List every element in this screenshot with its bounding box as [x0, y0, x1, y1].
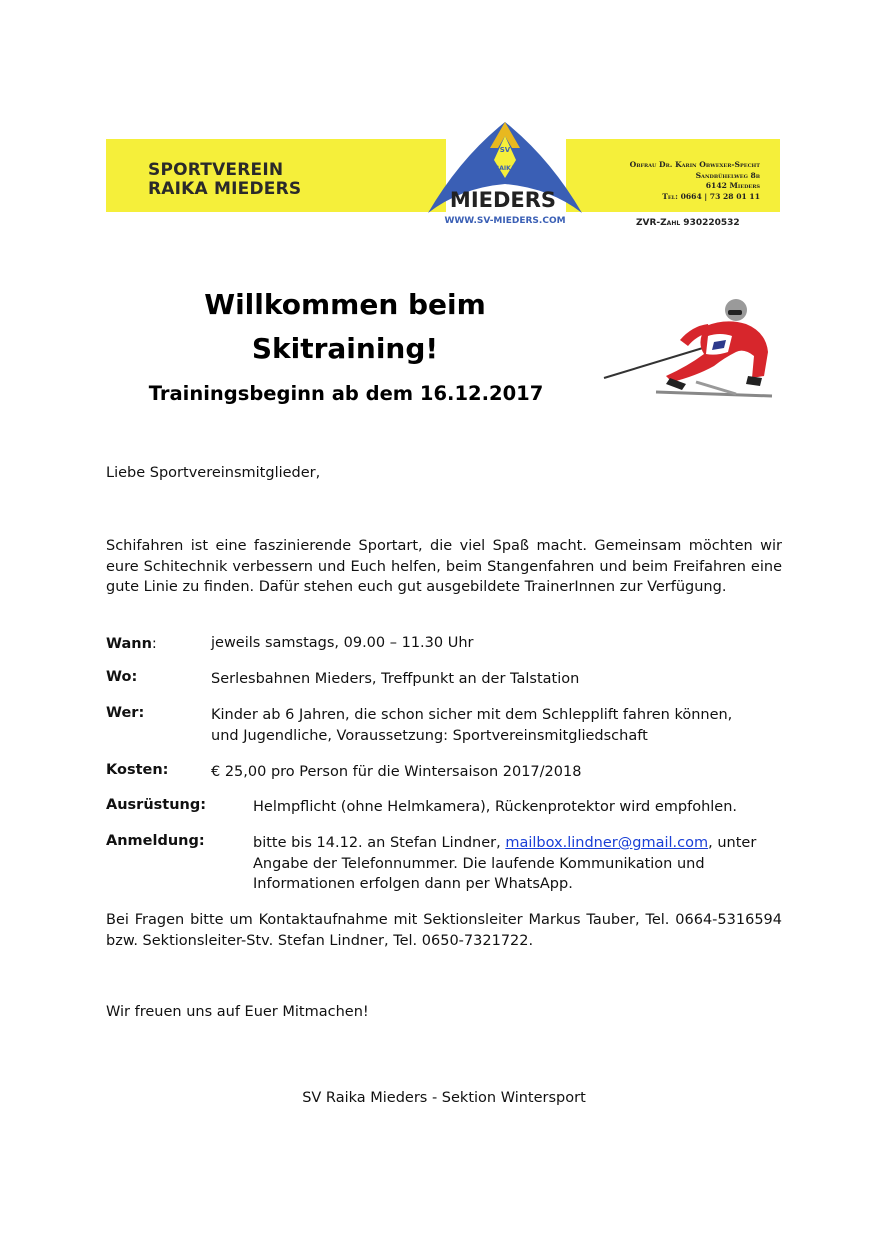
greeting: Liebe Sportvereinsmitglieder, [106, 465, 321, 481]
anmeldung-line: Angabe der Telefonnummer. Die laufende Kommunikation und [253, 855, 705, 872]
logo-name: MIEDERS [449, 188, 557, 212]
website-link[interactable]: WWW.SV-MIEDERS.COM [444, 216, 566, 226]
logo-raika-text: RAIKA [494, 165, 516, 172]
skier-image [596, 296, 776, 400]
contact-block [590, 160, 760, 202]
contact-line: Obfrau Dr. Karin Obwexer-Specht [629, 160, 760, 169]
wer-label: Wer: [106, 705, 145, 721]
questions-paragraph: Bei Fragen bitte um Kontaktaufnahme mit Sektionsleiter Markus Tauber, Tel. 0664-5316594 bzw. Sektionsleiter-Stv. Stefan Lindner, Tel. 0650-7321722. [106, 912, 782, 949]
ausruestung-value: Helmpflicht (ohne Helmkamera), Rückenprotektor wird empfohlen. [253, 799, 738, 815]
anmeldung-line: Informationen erfolgen dann per WhatsApp. [253, 876, 573, 892]
intro-paragraph: Schifahren ist eine faszinierende Sportart, die viel Spaß macht. Gemeinsam möchten wir eure Schitechnik verbessern und Euch helfen, beim Stangenfahren und beim Freifahren eine gute Linie zu finden. Dafür stehen euch gut ausgebildete TrainerInnen zur Verfügung. [106, 538, 782, 595]
wer-value-line: Kinder ab 6 Jahren, die schon sicher mit dem Schlepplift fahren können, [211, 707, 733, 723]
contact-line: Tel: 0664 | 73 28 01 11 [662, 191, 760, 201]
title-line1: Willkommen beim [204, 288, 486, 321]
club-name [148, 161, 301, 199]
wo-value: Serlesbahnen Mieders, Treffpunkt an der Talstation [211, 671, 580, 687]
footer-text: SV Raika Mieders - Sektion Wintersport [302, 1090, 586, 1106]
anmeldung-pre: bitte bis 14.12. an Stefan Lindner, [253, 835, 506, 851]
zvr-number: ZVR-Zahl 930220532 [636, 218, 740, 228]
logo-sv-text: SV [499, 146, 511, 154]
club-name-line2: RAIKA MIEDERS [148, 179, 302, 199]
subtitle: Trainingsbeginn ab dem 16.12.2017 [148, 382, 544, 405]
club-name-line1: SPORTVEREIN [148, 160, 284, 180]
wer-value-line: und Jugendliche, Voraussetzung: Sportvereinsmitgliedschaft [211, 727, 648, 744]
closing-text: Wir freuen uns auf Euer Mitmachen! [106, 1004, 369, 1020]
wann-value: jeweils samstags, 09.00 – 11.30 Uhr [211, 635, 474, 651]
anmeldung-line [253, 833, 782, 854]
email-link[interactable]: mailbox.lindner@gmail.com [505, 835, 709, 851]
wann-colon: : [151, 636, 157, 652]
kosten-label: Kosten: [106, 762, 169, 778]
wer-value [211, 705, 732, 746]
page-title [140, 283, 550, 371]
wann-row [106, 633, 157, 652]
contact-line: Sandbühelweg 8b [695, 170, 760, 180]
kosten-value: € 25,00 pro Person für die Wintersaison 2017/2018 [211, 764, 582, 780]
anmeldung-value [253, 833, 782, 895]
anmeldung-label: Anmeldung: [106, 833, 205, 849]
title-line2: Skitraining! [251, 332, 439, 365]
contact-line: 6142 Mieders [705, 181, 760, 190]
anmeldung-post: , unter [708, 835, 757, 851]
ausruestung-label: Ausrüstung: [106, 797, 207, 813]
wann-label: Wann [106, 636, 152, 652]
wo-label: Wo: [106, 669, 138, 685]
